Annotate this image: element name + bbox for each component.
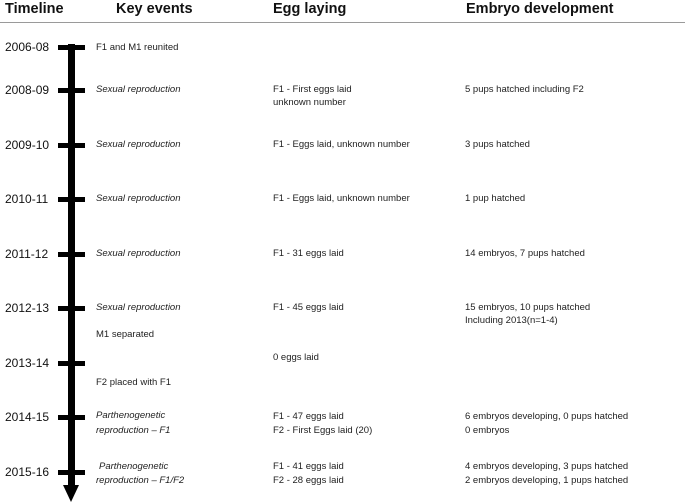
egg-laying-2010-11-line-1: F1 - Eggs laid, unknown number	[273, 193, 410, 204]
year-label-2014-15: 2014-15	[5, 410, 50, 424]
egg-laying-2008-09-line-2: unknown number	[273, 97, 346, 108]
year-tick-2008-09	[58, 88, 85, 93]
embryo-2009-10-line-1: 3 pups hatched	[465, 139, 530, 150]
egg-laying-2009-10-line-1: F1 - Eggs laid, unknown number	[273, 139, 410, 150]
egg-laying-2015-16-line-2: F2 - 28 eggs laid	[273, 475, 344, 486]
year-label-2012-13: 2012-13	[5, 301, 50, 315]
year-label-2013-14: 2013-14	[5, 356, 50, 370]
key-event-2006-08: F1 and M1 reunited	[96, 42, 179, 53]
key-event-m1-separated: M1 separated	[96, 329, 155, 340]
key-event-2010-11: Sexual reproduction	[96, 193, 181, 204]
timeline-axis	[68, 44, 75, 487]
key-event-2012-13: Sexual reproduction	[96, 302, 181, 313]
egg-laying-2008-09-line-1: F1 - First eggs laid	[273, 84, 352, 95]
embryo-2012-13-line-1: 15 embryos, 10 pups hatched	[465, 302, 591, 313]
year-tick-2012-13	[58, 306, 85, 311]
embryo-2015-16-line-1: 4 embryos developing, 3 pups hatched	[465, 461, 629, 472]
year-label-2008-09: 2008-09	[5, 83, 50, 97]
key-event-2008-09: Sexual reproduction	[96, 84, 181, 95]
year-tick-2011-12	[58, 252, 85, 257]
year-tick-2009-10	[58, 143, 85, 148]
key-event-2009-10: Sexual reproduction	[96, 139, 181, 150]
year-label-2011-12: 2011-12	[5, 247, 49, 261]
embryo-2014-15-line-2: 0 embryos	[465, 425, 510, 436]
embryo-2014-15-line-1: 6 embryos developing, 0 pups hatched	[465, 411, 629, 422]
egg-laying-2013-14-line-1: 0 eggs laid	[273, 352, 319, 363]
year-label-2015-16: 2015-16	[5, 465, 50, 479]
egg-laying-2012-13-line-1: F1 - 45 eggs laid	[273, 302, 344, 313]
header-egg-laying: Egg laying	[273, 1, 347, 17]
key-event-2014-15-line-1: Parthenogenetic	[96, 410, 166, 421]
header-embryo-development: Embryo development	[466, 1, 614, 17]
key-event-2011-12: Sexual reproduction	[96, 248, 181, 259]
egg-laying-2011-12-line-1: F1 - 31 eggs laid	[273, 248, 344, 259]
key-event-2015-16-line-1: Parthenogenetic	[99, 461, 169, 472]
year-tick-2015-16	[58, 470, 85, 475]
embryo-2011-12-line-1: 14 embryos, 7 pups hatched	[465, 248, 585, 259]
year-tick-2013-14	[58, 361, 85, 366]
embryo-2008-09-line-1: 5 pups hatched including F2	[465, 84, 584, 95]
key-event-2015-16-line-2: reproduction – F1/F2	[96, 475, 185, 486]
embryo-2015-16-line-2: 2 embryos developing, 1 pups hatched	[465, 475, 629, 486]
year-label-2009-10: 2009-10	[5, 138, 50, 152]
key-event-2014-15-line-2: reproduction – F1	[96, 425, 171, 436]
year-tick-2014-15	[58, 415, 85, 420]
embryo-2012-13-line-2: Including 2013(n=1-4)	[465, 315, 558, 326]
year-tick-2006-08	[58, 45, 85, 50]
embryo-2010-11-line-1: 1 pup hatched	[465, 193, 526, 204]
header-timeline: Timeline	[5, 1, 64, 17]
key-event-f2-placed: F2 placed with F1	[96, 377, 171, 388]
egg-laying-2014-15-line-1: F1 - 47 eggs laid	[273, 411, 344, 422]
year-label-2006-08: 2006-08	[5, 40, 50, 54]
year-label-2010-11: 2010-11	[5, 192, 49, 206]
timeline-arrowhead	[63, 485, 79, 502]
egg-laying-2014-15-line-2: F2 - First Eggs laid (20)	[273, 425, 373, 436]
header-rule	[0, 22, 685, 23]
header-key-events: Key events	[116, 1, 193, 17]
egg-laying-2015-16-line-1: F1 - 41 eggs laid	[273, 461, 344, 472]
year-tick-2010-11	[58, 197, 85, 202]
